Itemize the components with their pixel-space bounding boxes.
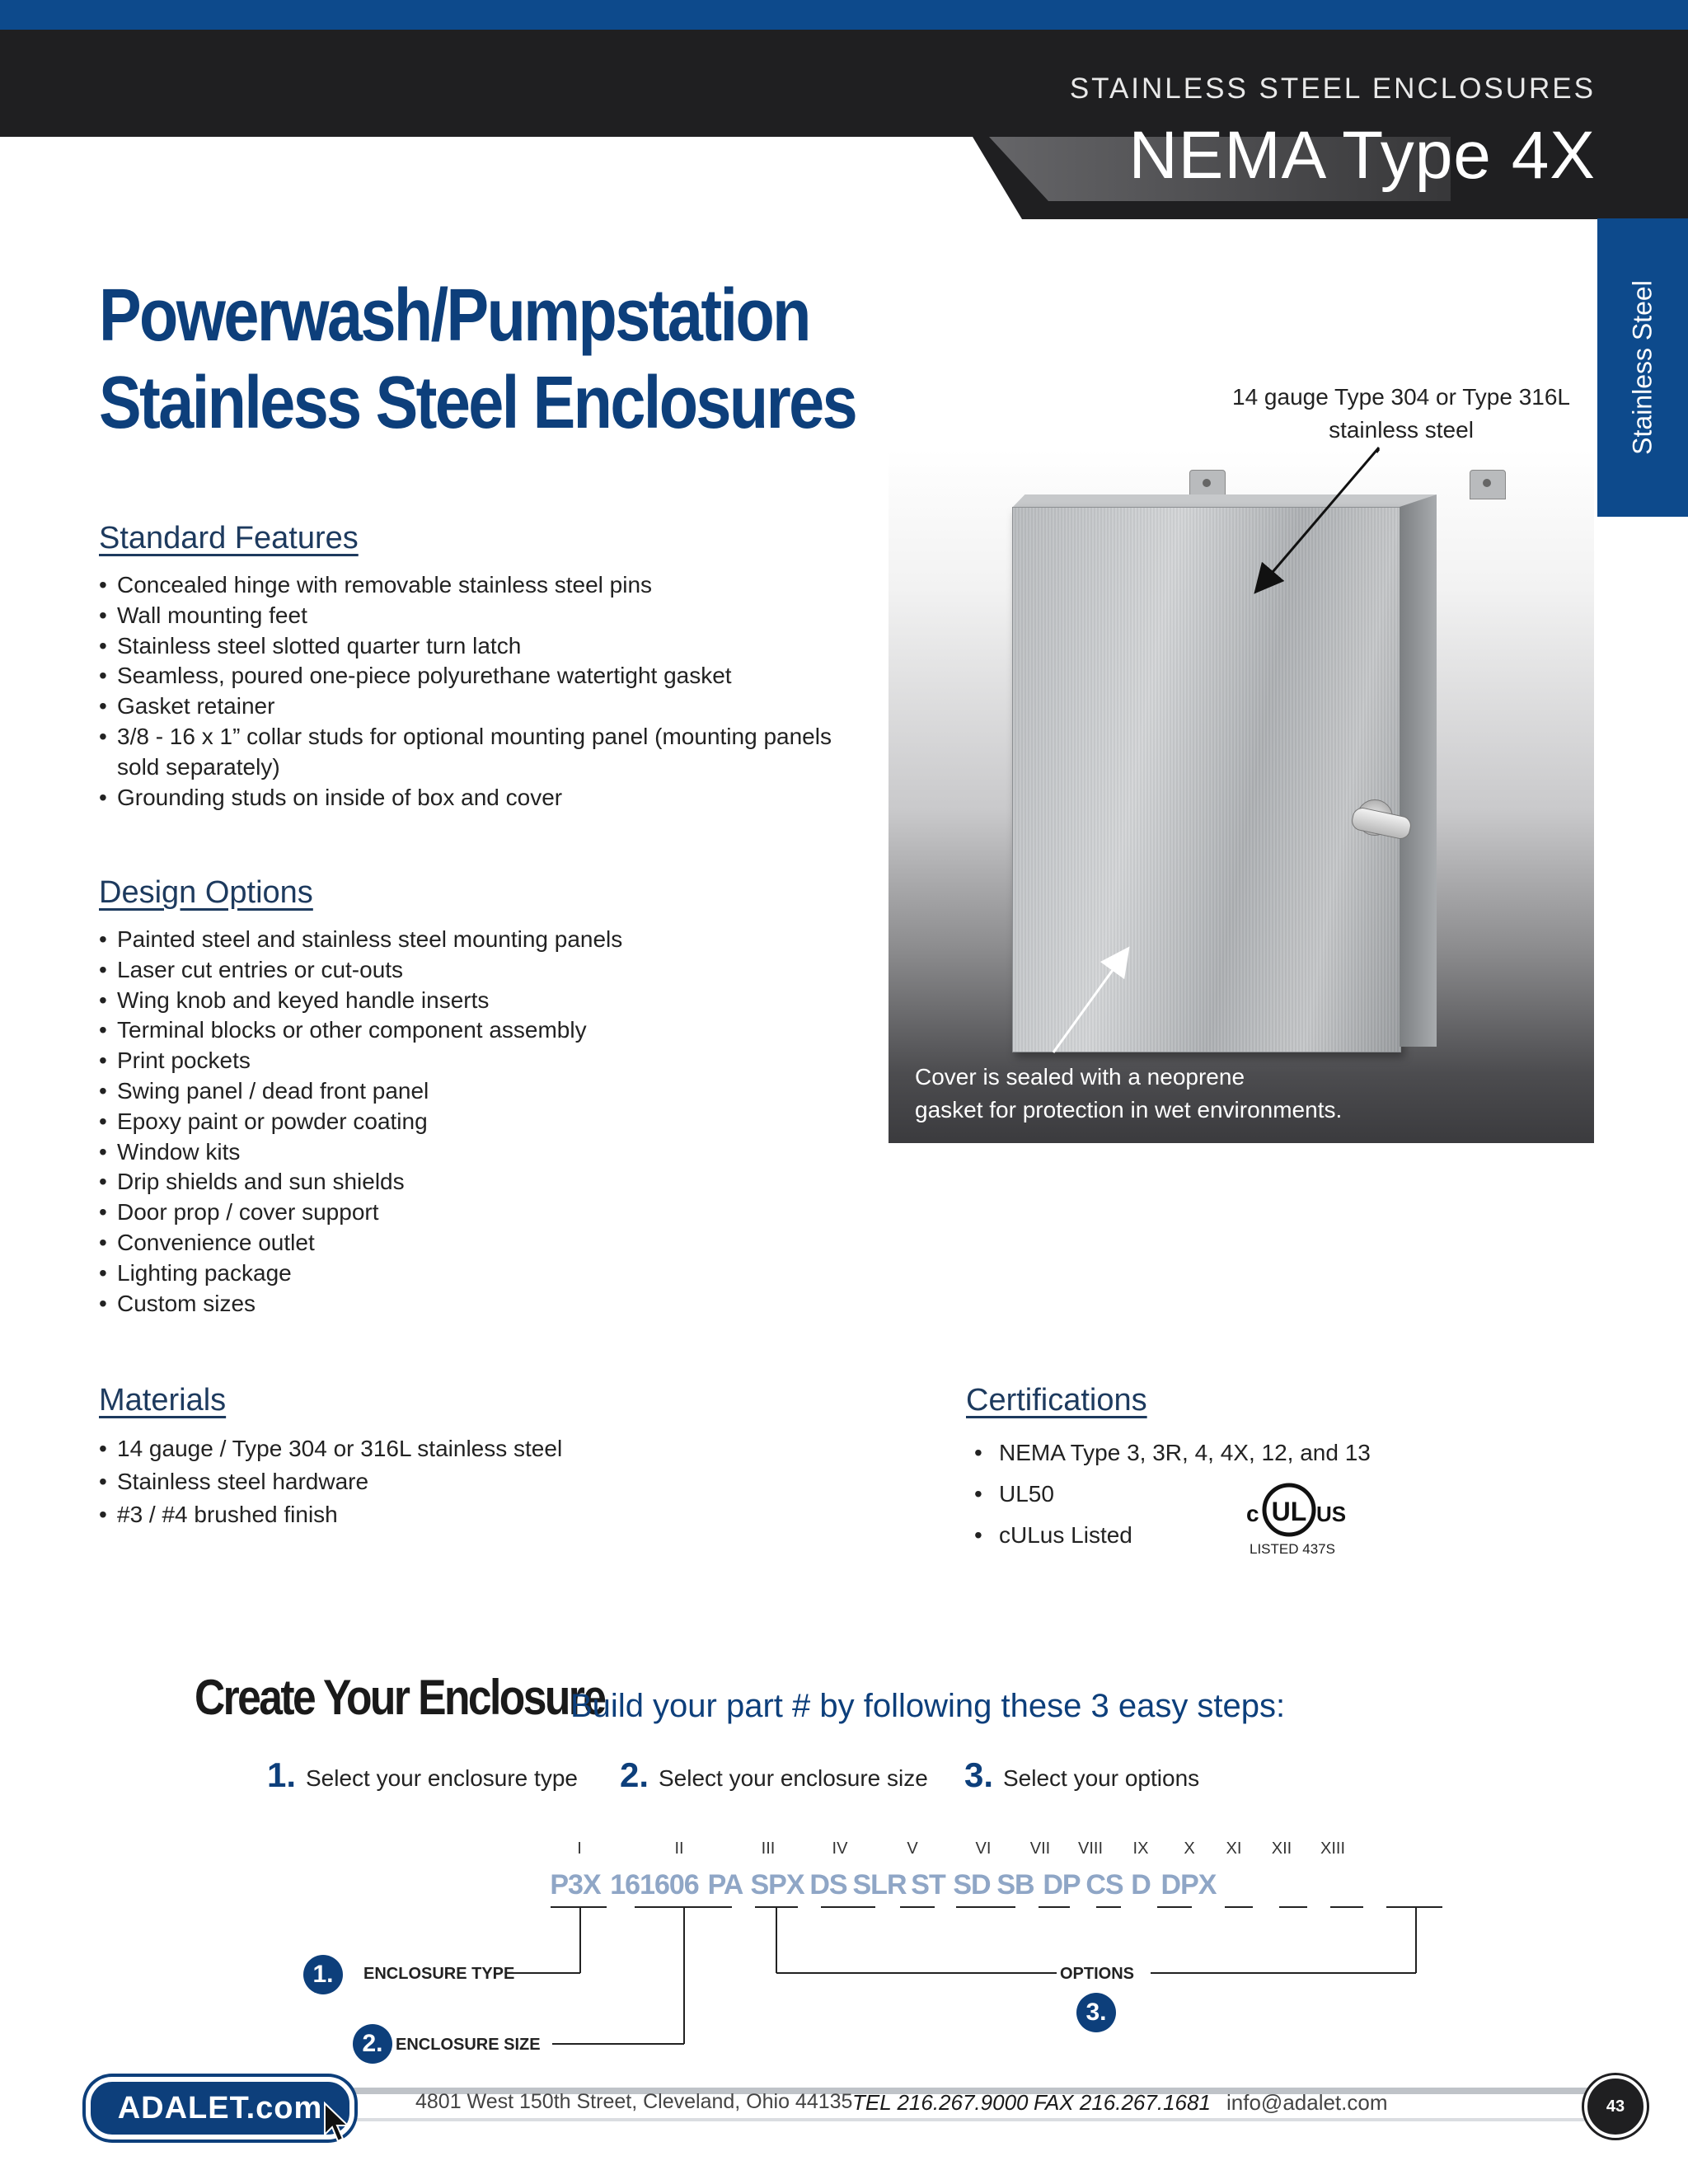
page-number: 43 bbox=[1584, 2075, 1647, 2138]
enclosure-photo bbox=[889, 449, 1594, 1143]
page-title bbox=[99, 272, 856, 447]
list-item: • Concealed hinge with removable stainless steel pins bbox=[99, 570, 857, 601]
roman-numeral: V bbox=[907, 1840, 918, 1858]
list-item: • #3 / #4 brushed finish bbox=[99, 1498, 841, 1531]
list-item: • Print pockets bbox=[99, 1046, 857, 1076]
ul-mark: UL bbox=[1271, 1497, 1307, 1526]
part-code: DPX bbox=[1160, 1869, 1217, 1900]
list-item: • Epoxy paint or powder coating bbox=[99, 1107, 857, 1137]
roman-numeral: VII bbox=[1029, 1840, 1051, 1858]
footer-address: 4801 West 150th Street, Cleveland, Ohio 44135 bbox=[415, 2090, 853, 2113]
list-item: • Swing panel / dead front panel bbox=[99, 1076, 857, 1107]
header-kicker: STAINLESS STEEL ENCLOSURES bbox=[1069, 73, 1596, 105]
roman-numeral: XI bbox=[1226, 1840, 1242, 1858]
roman-numeral: III bbox=[761, 1840, 776, 1858]
certifications-heading: Certifications bbox=[966, 1383, 1147, 1418]
list-item: • Door prop / cover support bbox=[99, 1197, 857, 1228]
ul-c: c bbox=[1246, 1501, 1259, 1526]
photo-callout-material: 14 gauge Type 304 or Type 316L stainless steel bbox=[1232, 384, 1570, 443]
create-subtitle: Build your part # by following these 3 easy steps: bbox=[570, 1688, 1286, 1724]
part-code: SPX bbox=[750, 1869, 804, 1900]
step-text: Select your options bbox=[1003, 1765, 1200, 1791]
design-options-heading: Design Options bbox=[99, 875, 313, 910]
part-code: SD bbox=[953, 1869, 991, 1900]
side-tab[interactable] bbox=[1597, 218, 1688, 517]
list-item: • Drip shields and sun shields bbox=[99, 1167, 857, 1197]
photo-caption-line2: gasket for protection in wet environments. bbox=[915, 1097, 1343, 1122]
list-item: • Gasket retainer bbox=[99, 691, 857, 722]
cursor-icon bbox=[323, 2102, 353, 2144]
roman-numeral: II bbox=[674, 1840, 684, 1858]
materials-list bbox=[99, 1432, 841, 1531]
step-number: 2. bbox=[620, 1755, 649, 1794]
list-item: • Wall mounting feet bbox=[99, 601, 857, 631]
photo-caption-line1: Cover is sealed with a neoprene bbox=[915, 1064, 1245, 1090]
roman-numeral: I bbox=[577, 1840, 582, 1858]
roman-numeral: X bbox=[1184, 1840, 1195, 1858]
enclosure-type-label: ENCLOSURE TYPE bbox=[363, 1965, 515, 1983]
roman-numeral: XII bbox=[1271, 1840, 1292, 1858]
caption-arrow bbox=[1053, 958, 1121, 1052]
page-title-line1: Powerwash/Pumpstation bbox=[99, 274, 809, 357]
side-tab-label: Stainless Steel bbox=[1627, 280, 1658, 455]
list-item: • NEMA Type 3, 3R, 4, 4X, 12, and 13 bbox=[974, 1432, 1436, 1474]
page-title-line2: Stainless Steel Enclosures bbox=[99, 362, 856, 444]
header-title: NEMA Type 4X bbox=[1128, 118, 1596, 193]
list-item: • Wing knob and keyed handle inserts bbox=[99, 986, 857, 1016]
top-brand-band bbox=[0, 0, 1688, 30]
callout-arrow-lead bbox=[1319, 449, 1393, 457]
step-text: Select your enclosure size bbox=[659, 1765, 928, 1791]
footer-email[interactable]: info@adalet.com bbox=[1226, 2090, 1388, 2115]
create-title: Create Your Enclosure bbox=[195, 1670, 605, 1725]
list-item: • Grounding studs on inside of box and cover bbox=[99, 783, 857, 813]
part-code: D bbox=[1131, 1869, 1151, 1900]
ul-listed-number: LISTED 437S bbox=[1250, 1541, 1335, 1557]
part-code: ST bbox=[911, 1869, 945, 1900]
list-item: • Stainless steel slotted quarter turn latch bbox=[99, 631, 857, 662]
part-number-diagram bbox=[0, 1896, 1688, 2060]
step-badge-1: 1. bbox=[303, 1955, 343, 1994]
design-options-list bbox=[99, 925, 857, 1319]
ul-us: US bbox=[1316, 1502, 1347, 1526]
step-badge-3: 3. bbox=[1076, 1993, 1116, 2032]
list-item: • Stainless steel hardware bbox=[99, 1465, 841, 1498]
options-label: OPTIONS bbox=[1060, 1965, 1135, 1983]
part-code: P3X bbox=[550, 1869, 601, 1900]
adalet-logo-link[interactable]: ADALET.com bbox=[86, 2077, 354, 2139]
list-item: • Laser cut entries or cut-outs bbox=[99, 955, 857, 986]
part-code: PA bbox=[707, 1869, 743, 1900]
list-item: • Painted steel and stainless steel mounting panels bbox=[99, 925, 857, 955]
list-item: • cULus Listed bbox=[974, 1515, 1436, 1556]
photo-arrows bbox=[889, 449, 1594, 1143]
part-code: CS bbox=[1085, 1869, 1123, 1900]
list-item: • Seamless, poured one-piece polyurethane watertight gasket bbox=[99, 661, 857, 691]
list-item: • Terminal blocks or other component assembly bbox=[99, 1015, 857, 1046]
step-badge-2: 2. bbox=[353, 2024, 392, 2064]
roman-numeral: IX bbox=[1132, 1840, 1149, 1858]
step-number: 3. bbox=[964, 1755, 994, 1794]
standard-features-list bbox=[99, 570, 857, 813]
list-item: • Lighting package bbox=[99, 1258, 857, 1289]
list-item: • 3/8 - 16 x 1” collar studs for optional mounting panel (mounting panels sold separately) bbox=[99, 722, 857, 783]
footer-fax: FAX 216.267.1681 bbox=[1034, 2090, 1211, 2115]
part-code: DP bbox=[1043, 1869, 1081, 1900]
footer-rule-thin bbox=[321, 2118, 1591, 2121]
certifications-list bbox=[974, 1432, 1436, 1556]
step-number: 1. bbox=[267, 1755, 297, 1794]
list-item: • 14 gauge / Type 304 or 316L stainless steel bbox=[99, 1432, 841, 1465]
roman-numeral: VIII bbox=[1077, 1840, 1104, 1858]
list-item: • Convenience outlet bbox=[99, 1228, 857, 1258]
part-code: DS bbox=[809, 1869, 847, 1900]
list-item: • UL50 bbox=[974, 1474, 1436, 1515]
part-code: SLR bbox=[852, 1869, 907, 1900]
step-text: Select your enclosure type bbox=[306, 1765, 578, 1791]
roman-numeral: IV bbox=[832, 1840, 848, 1858]
part-code: 161606 bbox=[610, 1869, 699, 1900]
roman-numeral: VI bbox=[975, 1840, 992, 1858]
roman-numeral: XIII bbox=[1320, 1840, 1346, 1858]
photo-caption bbox=[915, 1061, 1342, 1127]
enclosure-size-label: ENCLOSURE SIZE bbox=[396, 2036, 541, 2054]
footer-phone: TEL 216.267.9000 bbox=[852, 2090, 1029, 2115]
callout-arrow bbox=[1264, 448, 1379, 583]
list-item: • Custom sizes bbox=[99, 1289, 857, 1319]
standard-features-heading: Standard Features bbox=[99, 521, 359, 555]
materials-heading: Materials bbox=[99, 1383, 227, 1418]
list-item: • Window kits bbox=[99, 1137, 857, 1168]
part-code: SB bbox=[996, 1869, 1034, 1900]
